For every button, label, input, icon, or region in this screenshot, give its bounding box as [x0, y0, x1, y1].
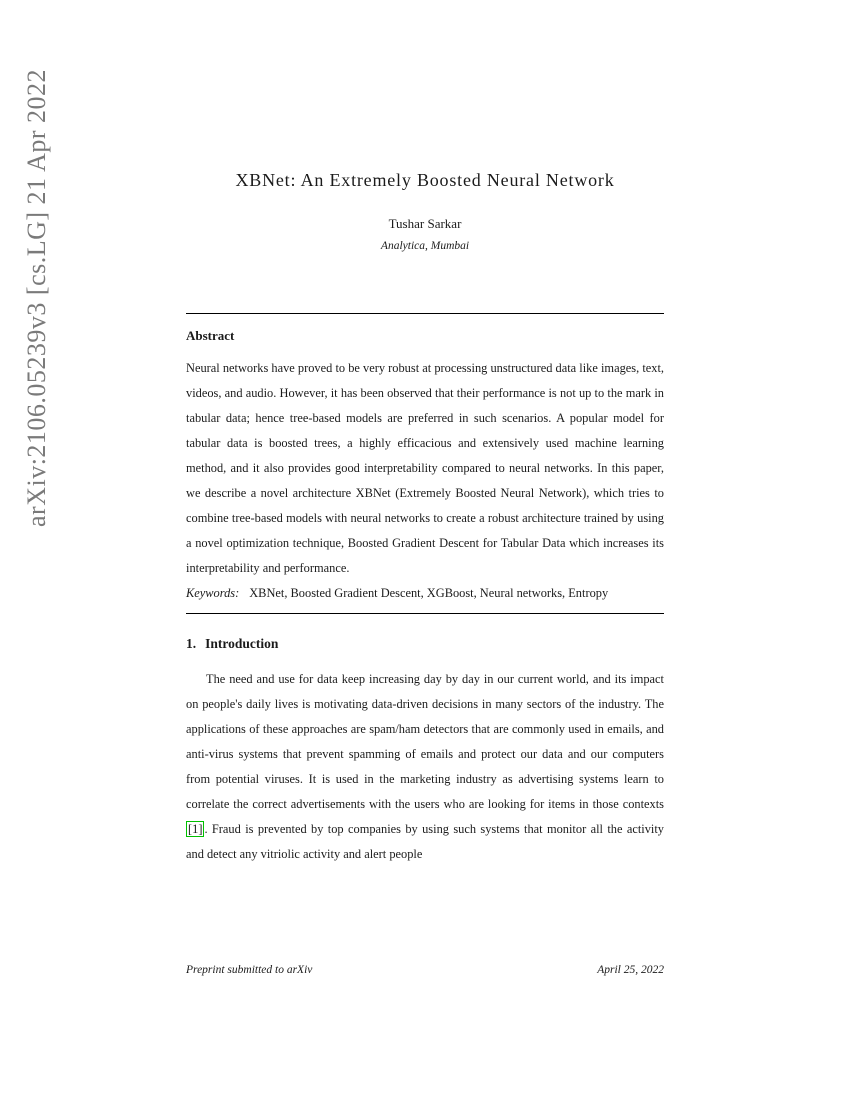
abstract-bottom-rule: [186, 613, 664, 614]
footer-date: April 25, 2022: [597, 964, 664, 976]
paper-title: XBNet: An Extremely Boosted Neural Network: [235, 170, 615, 190]
section-title: Introduction: [205, 636, 279, 651]
abstract-heading: Abstract: [186, 328, 235, 343]
abstract-text: Neural networks have proved to be very robust at processing unstructured data like images, text, videos, and audio. However, it has been observed that their performance is not up to the mark in tabular data; hence tree-based models are preferred in such scenarios. A popular model for tabular data is boosted trees, a highly efficacious and extensively used machine learning method, and it also provides good interpretability compared to neural networks. In this paper, we describe a novel architecture XBNet (Extremely Boosted Neural Network), which tries to combine tree-based models with neural networks to create a robust architecture trained by using a novel optimization technique, Boosted Gradient Descent for Tabular Data which increases its interpretability and performance.: [186, 361, 664, 575]
paper-body: [186, 0, 664, 867]
introduction-text-after-citation: . Fraud is prevented by top companies by using such systems that monitor all the activity and detect any vitriolic activity and alert people: [186, 822, 664, 861]
citation-link-1[interactable]: [1]: [188, 822, 203, 836]
page-footer: [186, 963, 664, 978]
introduction-paragraph: [186, 667, 664, 867]
section-number: 1.: [186, 636, 197, 651]
paper-page: arXiv:2106.05239v3 [cs.LG] 21 Apr 2022 XBNet: An Extremely Boosted Neural Network Tushar Sarkar Analytica, Mumbai Abstract Neural networks have proved to be very robust at processing unstructured data like images, text, videos, and audio. However, it has been observed that their performance is not up to the mark in tabular data; hence tree-based models are preferred in such scenarios. A popular model for tabular data is boosted trees, a highly efficacious and extensively used machine learning method, and it also provides good interpretability compared to neural networks. In this paper, we describe a novel architecture XBNet (Extremely Boosted Neural Network), which tries to combine tree-based models with neural networks to create a robust architecture trained by using a novel optimization technique, Boosted Gradient Descent for Tabular Data which increases its interpretability and performance. Keywords: XBNet, Boosted Gradient Descent, XGBoost, Neural networks, Entropy 1. Introduction The need and use for data keep increasing day by day in our current world, and its impact on people's daily lives is motivating data-driven decisions in many sectors of the industry. The applications of these approaches are spam/ham detectors that are commonly used in emails, and anti-virus systems that prevent spamming of emails and protect our data and our computers from potential viruses. It is used in the marketing industry as advertising systems learn to correlate the correct advertisements with the users who are looking for items in those contexts [1] . Fraud is prevented by top companies by using such systems that monitor all the activity and detect any vitriolic activity and alert people Preprint submitted to arXiv April 25, 2022: [0, 0, 850, 1100]
footer-preprint-note: Preprint submitted to arXiv: [186, 964, 313, 976]
author-name: Tushar Sarkar: [388, 216, 462, 231]
keywords-label: Keywords:: [186, 586, 240, 600]
keywords-line: [186, 581, 664, 606]
keywords-text: XBNet, Boosted Gradient Descent, XGBoost, Neural networks, Entropy: [249, 586, 609, 600]
author-affiliation: Analytica, Mumbai: [380, 240, 470, 252]
introduction-text-before-citation: The need and use for data keep increasing day by day in our current world, and its impact on people's daily lives is motivating data-driven decisions in many sectors of the industry. The applications of these approaches are spam/ham detectors that are commonly used in emails, and anti-virus systems that prevent spamming of emails and protect our data and our computers from potential viruses. It is used in the marketing industry as advertising systems learn to correlate the correct advertisements with the users who are looking for items in those contexts: [186, 672, 664, 811]
section-heading-introduction: [186, 635, 664, 652]
abstract-top-rule: [186, 313, 664, 314]
